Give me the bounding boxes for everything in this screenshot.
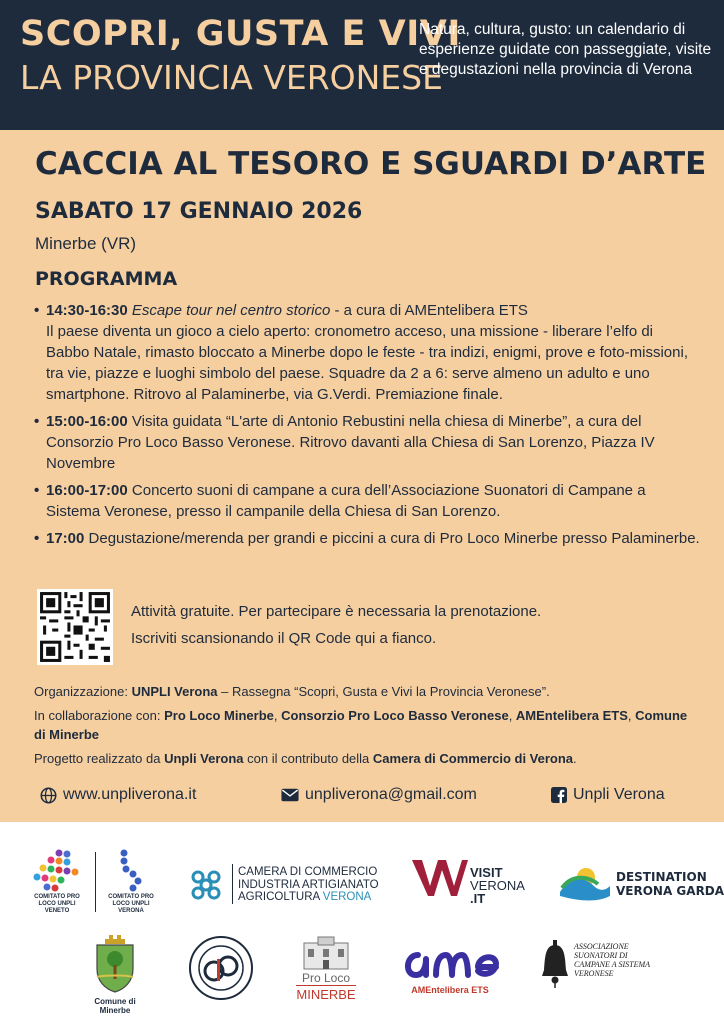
programma-heading: PROGRAMMA <box>35 268 178 290</box>
header-title-line2: LA PROVINCIA VERONESE <box>20 58 443 97</box>
bullet: • <box>34 530 40 547</box>
destination-text <box>616 870 724 898</box>
dest-line2: VERONA GARDA <box>616 884 724 898</box>
header-banner <box>0 0 724 130</box>
collab-4: Comune di Minerbe <box>34 708 688 742</box>
program-item <box>34 300 700 405</box>
collab-3: AMEntelibera ETS <box>515 708 628 723</box>
comune-crest-icon <box>93 935 137 993</box>
program-text: Concerto suoni di campane a cura dell’Associazione Suonatori di Campane a Sistema Veronese, presso il campanile della Chiesa di San Lorenzo. <box>46 482 646 520</box>
comune-text: Comune di Minerbe <box>94 997 136 1015</box>
booking-info <box>131 598 541 652</box>
consorzio-basso-veronese-logo <box>186 932 256 1004</box>
camera-line1: CAMERA DI COMMERCIO <box>238 866 378 878</box>
program-time: 16:00-17:00 <box>46 482 128 499</box>
program-item <box>34 528 700 549</box>
destination-verona-garda-logo <box>558 864 724 906</box>
ame-text: AMEntelibera ETS <box>411 984 489 995</box>
header-title-line1: SCOPRI, GUSTA E VIVI <box>20 14 461 54</box>
bullet: • <box>34 413 40 430</box>
bullet: • <box>34 482 40 499</box>
pro-loco-minerbe-text: MINERBE <box>296 986 356 1002</box>
visit-line1: VISIT <box>470 865 503 880</box>
pro-loco-minerbe-logo <box>290 926 362 1010</box>
website-link[interactable] <box>40 786 196 804</box>
program-after-title: - a cura di AMEntelibera ETS <box>330 302 528 319</box>
divider <box>95 852 96 912</box>
event-date: SABATO 17 GENNAIO 2026 <box>35 199 363 224</box>
unpli-verona-logo <box>98 846 164 916</box>
pro-loco-building-icon <box>298 935 354 971</box>
unpli-verona-text: COMITATO PRO LOCO UNPLI VERONA <box>108 893 154 914</box>
contacts-row <box>0 786 724 808</box>
visit-line3: .IT <box>470 891 486 906</box>
sep: , <box>627 708 636 723</box>
program-title: Escape tour nel centro storico <box>131 302 331 319</box>
camera-commercio-logo <box>186 862 386 908</box>
amentelibera-logo <box>398 938 502 1002</box>
qr-code-icon <box>37 589 113 665</box>
sep: , <box>508 708 516 723</box>
partner-logos <box>0 822 724 1024</box>
proj-name: Unpli Verona <box>164 751 244 766</box>
program-item <box>34 411 700 474</box>
unpli-veneto-mark-icon <box>29 848 85 894</box>
booking-line1: Attività gratuite. Per partecipare è necessaria la prenotazione. <box>131 603 542 620</box>
program-list <box>34 300 700 555</box>
camera-line3a: AGRICOLTURA <box>238 891 323 903</box>
program-text: Visita guidata “L'arte di Antonio Rebustini nella chiesa di Minerbe”, a cura del Consorzio Pro Loco Basso Veronese. Ritrovo davanti alla Chiesa di San Lorenzo, Piazza IV Novembre <box>46 413 655 472</box>
program-time: 17:00 <box>46 530 85 547</box>
program-time: 14:30-16:30 <box>46 302 128 319</box>
visit-verona-w-icon <box>412 860 468 896</box>
unpli-verona-mark-icon <box>114 848 148 894</box>
website-text: www.unpliverona.it <box>63 786 197 803</box>
ame-mark-icon <box>400 945 500 985</box>
program-time: 15:00-16:00 <box>46 413 128 430</box>
visit-verona-text <box>470 866 525 905</box>
email-link[interactable] <box>281 786 477 804</box>
proj-mid: con il contributo della <box>243 751 373 766</box>
bullet: • <box>34 302 40 319</box>
pro-loco-text: Pro Loco <box>301 970 351 985</box>
org-name: UNPLI Verona <box>131 684 218 699</box>
divider <box>232 864 233 904</box>
comune-minerbe-logo <box>80 930 150 1020</box>
credits-project <box>34 749 694 768</box>
program-item <box>34 480 700 522</box>
facebook-text: Unpli Verona <box>573 786 665 803</box>
program-text: Degustazione/merenda per grandi e piccini a cura di Pro Loco Minerbe presso Palaminerbe. <box>84 530 700 547</box>
visit-verona-logo <box>412 860 532 912</box>
camera-line3b: VERONA <box>322 891 372 903</box>
proj-camera: Camera di Commercio di Verona <box>372 751 574 766</box>
unpli-veneto-text: COMITATO PRO LOCO UNPLI VENETO <box>34 893 80 914</box>
camera-line2: INDUSTRIA ARTIGIANATO <box>238 878 379 891</box>
camera-commercio-mark-icon <box>186 865 226 905</box>
facebook-link[interactable] <box>551 786 665 804</box>
credits-organization <box>34 682 694 701</box>
visit-line2: VERONA <box>470 878 525 893</box>
booking-line2: Iscriviti scansionando il QR Code qui a fianco. <box>131 630 437 647</box>
collab-2: Consorzio Pro Loco Basso Veronese <box>281 708 509 723</box>
email-text: unpliverona@gmail.com <box>305 786 477 803</box>
dest-line1: DESTINATION <box>616 870 707 884</box>
credits-collaboration <box>34 706 694 744</box>
org-label: Organizzazione: <box>34 684 132 699</box>
bell-icon <box>540 940 570 988</box>
event-place: Minerbe (VR) <box>35 234 137 253</box>
proj-label: Progetto realizzato da <box>34 751 165 766</box>
collab-1: Pro Loco Minerbe <box>164 708 274 723</box>
unpli-veneto-logo <box>22 846 92 916</box>
consorzio-seal-icon <box>188 935 254 1001</box>
suonatori-text: ASSOCIAZIONE SUONATORI DI CAMPANE A SISTEMA VERONESE <box>574 942 650 978</box>
camera-commercio-text <box>238 866 379 904</box>
destination-wave-icon <box>558 866 610 902</box>
suonatori-campane-logo <box>540 938 660 1002</box>
program-description: Il paese diventa un gioco a cielo aperto: cronometro acceso, una missione - liberare l’elfo di Babbo Natale, rimasto bloccato a Minerbe dopo le feste - tra indizi, enigmi, prove e foto-missioni, tra vie, piazze e luoghi simbolo del paese. Squadre da 2 a 6: serve almeno un adulto e uno smartphone. Ritrovo al Palaminerbe, via G.Verdi. Premiazione finale. <box>46 323 688 403</box>
event-title: CACCIA AL TESORO E SGUARDI D’ARTE <box>35 146 707 182</box>
collab-label: In collaborazione con: <box>34 708 165 723</box>
sep: , <box>273 708 282 723</box>
mail-icon <box>281 788 299 802</box>
proj-end: . <box>573 751 577 766</box>
globe-icon <box>40 787 57 804</box>
qr-code[interactable] <box>37 589 113 665</box>
header-tagline: Natura, cultura, gusto: un calendario di esperienze guidate con passeggiate, visite e degustazioni nella provincia di Verona <box>419 21 712 78</box>
org-rest: – Rassegna “Scopri, Gusta e Vivi la Provincia Veronese”. <box>217 684 550 699</box>
credits <box>34 682 694 773</box>
camera-line3 <box>238 891 379 904</box>
facebook-icon <box>551 787 567 803</box>
